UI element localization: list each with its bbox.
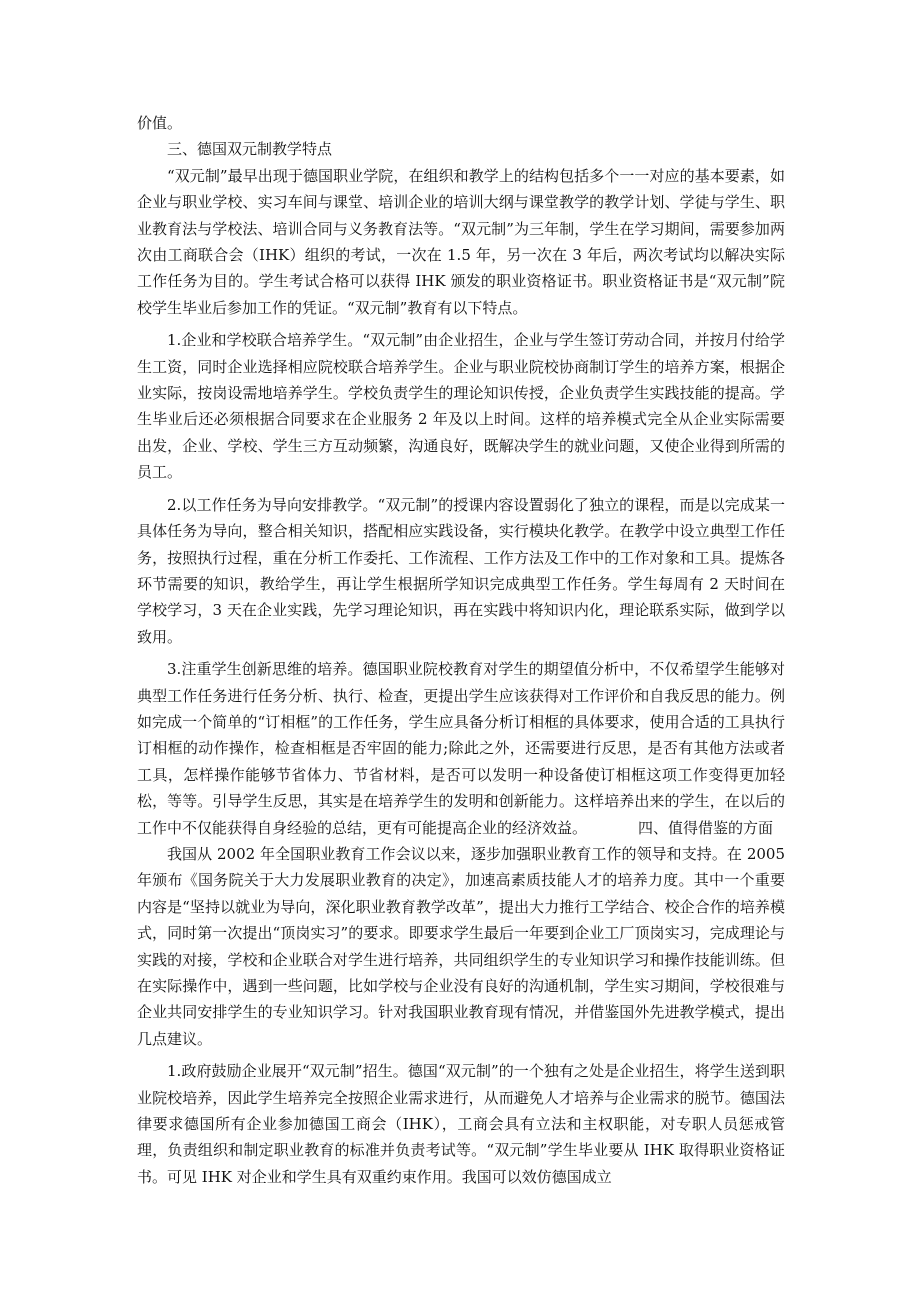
paragraph-point-1: 1.企业和学校联合培养学生。“双元制”由企业招生，企业与学生签订劳动合同，并按月付给学生工资，同时企业选择相应院校联合培养学生。企业与职业院校协商制订学生的培养方案，根据企业实际，按岗设需地培养学生。学校负责学生的理论知识传授，企业负责学生实践技能的提高。学生毕业后还必须根据合同要求在企业服务 2 年及以上时间。这样的培养模式完全从企业实际需要出发，企业、学校、学生三方互动频繁，沟通良好，既解决学生的就业问题，又使企业得到所需的员工。: [137, 331, 785, 482]
section-heading-4: 四、值得借鉴的方面: [638, 818, 774, 837]
paragraph-point-3: [137, 656, 785, 841]
paragraph-point-3-text: 3.注重学生创新思维的培养。德国职业院校教育对学生的期望值分析中，不仅希望学生能够对典型工作任务进行任务分析、执行、检查，更提出学生应该获得对工作评价和自我反思的能力。例如完成一个简单的“订相框”的工作任务，学生应具备分析订相框的具体要求，使用合适的工具执行订相框的动作操作，检查相框是否牢固的能力;除此之外，还需要进行反思，是否有其他方法或者工具，怎样操作能够节省体力、节省材料，是否可以发明一种设备使订相框这项工作变得更加轻松，等等。引导学生反思，其实是在培养学生的发明和创新能力。这样培养出来的学生，在以后的工作中不仅能获得自身经验的总结，更有可能提高企业的经济效益。: [137, 660, 785, 837]
paragraph-suggestion-1: 1.政府鼓励企业展开“双元制”招生。德国“双元制”的一个独有之处是企业招生，将学生送到职业院校培养，因此学生培养完全按照企业需求进行，从而避免人才培养与企业需求的脱节。德国法律要求德国所有企业参加德国工商会（IHK），工商会具有立法和主权职能，对专职人员惩戒管理，负责组织和制定职业教育的标准并负责考试等。“双元制”学生毕业要从 IHK 取得职业资格证书。可见 IHK 对企业和学生具有双重约束作用。我国可以效仿德国成立: [137, 1062, 785, 1186]
paragraph-continuation: 价值。: [137, 114, 183, 132]
section-heading-3: 三、德国双元制教学特点: [167, 140, 333, 159]
paragraph-china-context: 我国从 2002 年全国职业教育工作会议以来，逐步加强职业教育工作的领导和支持。在 2005 年颁布《国务院关于大力发展职业教育的决定》，加速高素质技能人才的培养力度。其中一个重要内容是“坚持以就业为导向，深化职业教育教学改革”，提出大力推行工学结合、校企合作的培养模式，同时第一次提出“顶岗实习”的要求。即要求学生最后一年要到企业工厂顶岗实习，完成理论与实践的对接，学校和企业联合对学生进行培养，共同组织学生的专业知识学习和操作技能训练。但在实际操作中，遇到一些问题，比如学校与企业没有良好的沟通机制，学生实习期间，学校很难与企业共同安排学生的专业知识学习。针对我国职业教育现有情况，并借鉴国外先进教学模式，提出几点建议。: [137, 844, 785, 1048]
paragraph-dual-system-intro: “双元制”最早出现于德国职业学院，在组织和教学上的结构包括多个一一对应的基本要素，如企业与职业学校、实习车间与课堂、培训企业的培训大纲与课堂教学的教学计划、学徒与学生、职业教育法与学校法、培训合同与义务教育法等。“双元制”为三年制，学生在学习期间，需要参加两次由工商联合会（IHK）组织的考试，一次在 1.5 年，另一次在 3 年后，两次考试均以解决实际工作任务为目的。学生考试合格可以获得 IHK 颁发的职业资格证书。职业资格证书是“双元制”院校学生毕业后参加工作的凭证。“双元制”教育有以下特点。: [137, 166, 785, 317]
paragraph-point-2: 2.以工作任务为导向安排教学。“双元制”的授课内容设置弱化了独立的课程，而是以完成某一具体任务为导向，整合相关知识，搭配相应实践设备，实行模块化教学。在教学中设立典型工作任务，按照执行过程，重在分析工作委托、工作流程、工作方法及工作中的工作对象和工具。提炼各环节需要的知识，教给学生，再让学生根据所学知识完成典型工作任务。学生每周有 2 天时间在学校学习，3 天在企业实践，先学习理论知识，再在实践中将知识内化，理论联系实际，做到学以致用。: [137, 495, 785, 646]
document-body: [137, 110, 785, 1190]
